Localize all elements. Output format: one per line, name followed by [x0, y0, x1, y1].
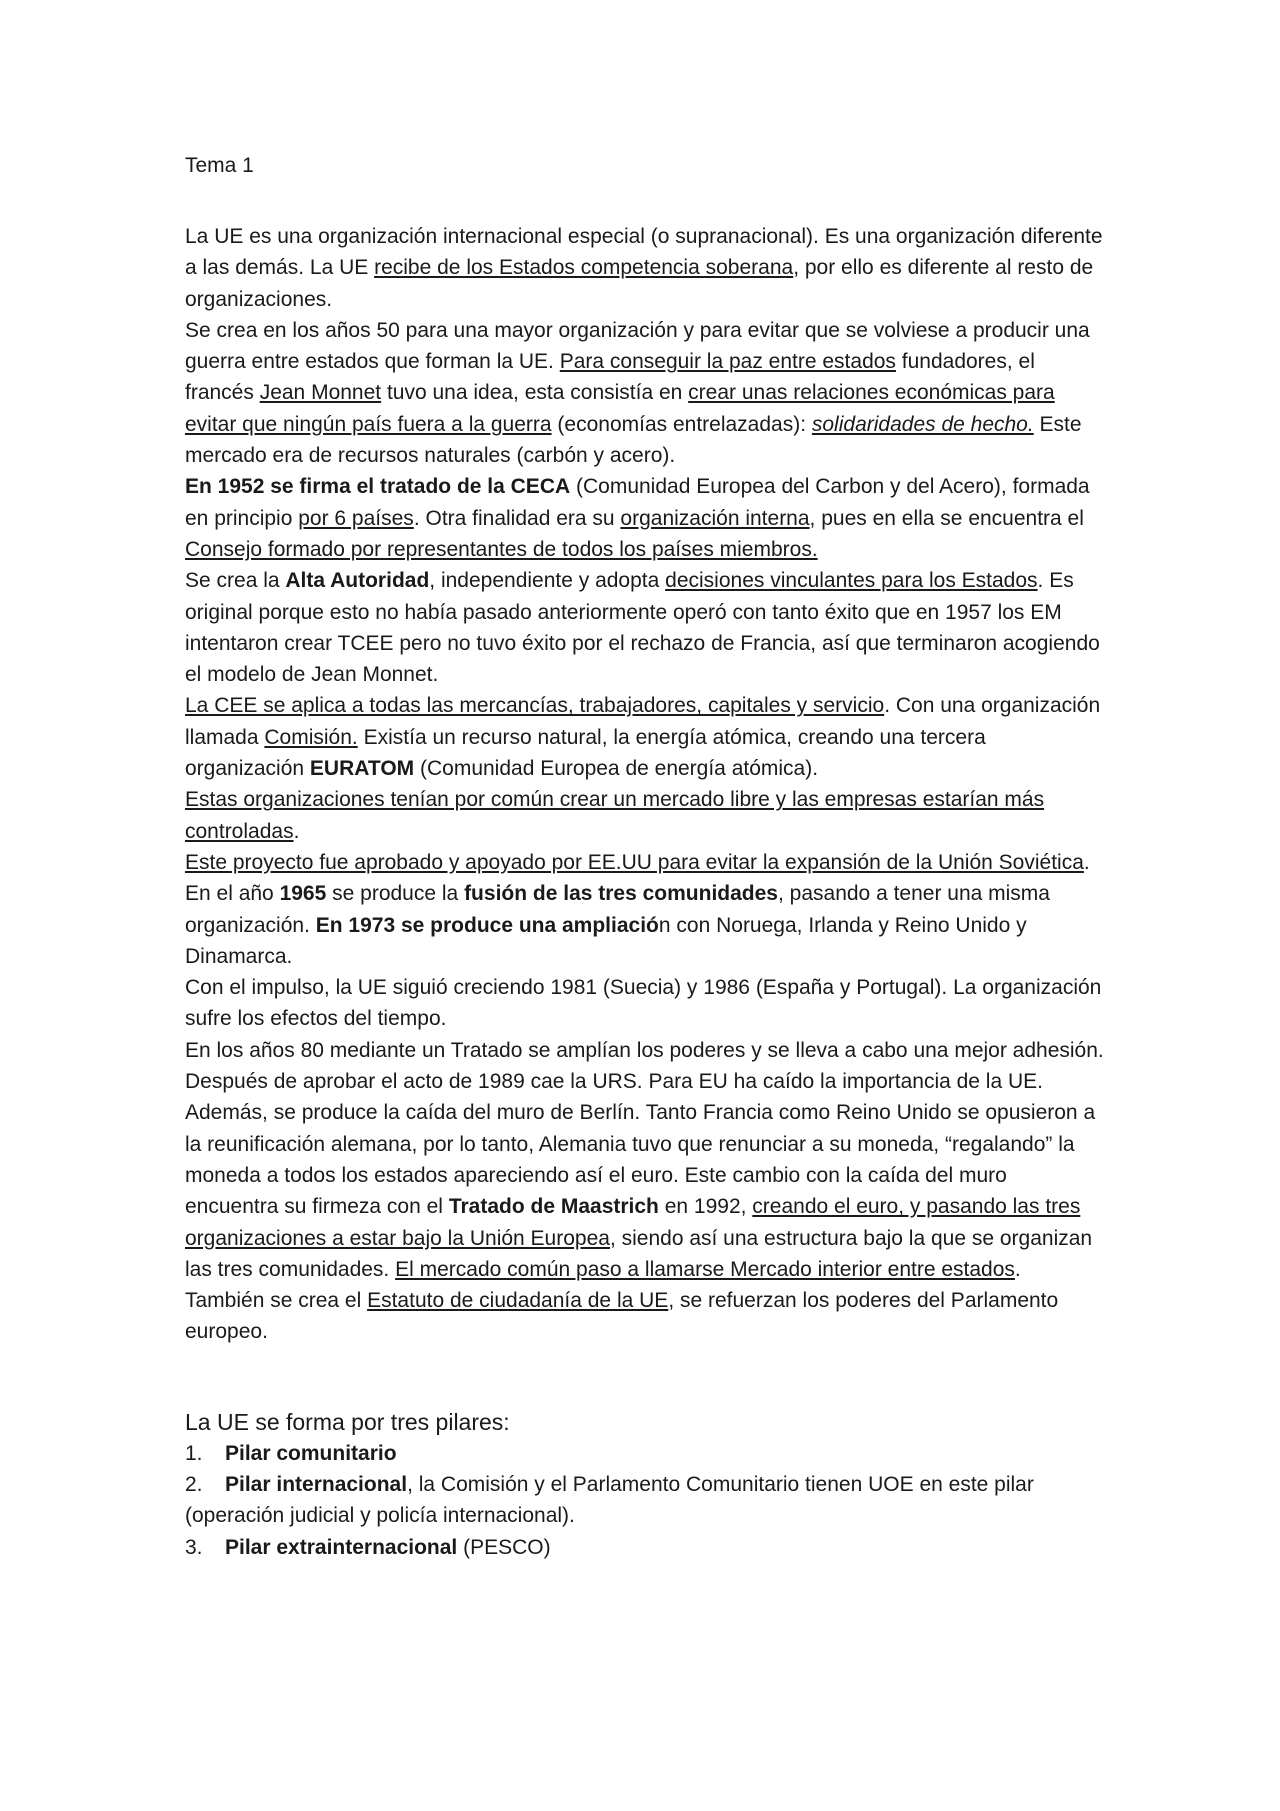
bold-text: Tratado de Maastrich — [448, 1195, 659, 1219]
paragraph — [185, 315, 1105, 471]
underlined-text: solidaridades de hecho. — [811, 412, 1034, 436]
bold-text: En 1973 se produce una ampliació — [315, 913, 659, 937]
text-run: , pues en ella se encuentra el — [809, 506, 1084, 530]
text-run: tuvo una idea, esta consistía en — [381, 381, 689, 405]
pillar-name: Pilar extrainternacional — [225, 1535, 458, 1559]
list-number: 3. — [185, 1535, 203, 1559]
text-run: . Es original porque esto no había pasado anteriormente operó con tanto éxito que en 1957 los EM intentaron crear TCEE pero no tuvo éxito por el rechazo de Francia, así que terminaron acogiendo el modelo de Jean Monnet. — [185, 569, 1100, 687]
text-run: (Comunidad Europea de energía atómica). — [414, 757, 819, 781]
text-run: , siendo así una estructura bajo la que se organizan las tres comunidades. — [185, 1226, 1093, 1281]
list-number: 2. — [185, 1472, 203, 1496]
paragraph — [185, 1035, 1105, 1348]
pillar-name: Pilar comunitario — [225, 1441, 397, 1465]
bold-text: fusión de las tres comunidades — [464, 882, 778, 906]
bold-text: 1965 — [279, 882, 327, 906]
text-run: , pasando a tener una misma organización. — [185, 882, 1050, 937]
underlined-text: crear unas relaciones económicas para evitar que ningún país fuera a la guerra — [185, 381, 1055, 436]
text-run: , se refuerzan los poderes del Parlamento europeo. — [185, 1289, 1059, 1344]
underlined-text: El mercado común paso a llamarse Mercado interior entre estados — [395, 1257, 1015, 1281]
underlined-text: recibe de los Estados competencia soberana — [374, 256, 794, 280]
underlined-text: La CEE se aplica a todas las mercancías, trabajadores, capitales y servicio — [185, 694, 885, 718]
text-run: . Con una organización llamada — [185, 694, 1101, 749]
pillar-description: (PESCO) — [457, 1535, 551, 1559]
list-item — [185, 1438, 1105, 1469]
paragraph — [185, 471, 1105, 565]
text-run: . También se crea el — [185, 1257, 1021, 1313]
underlined-text: organización interna — [620, 506, 810, 530]
underlined-text: decisiones vinculantes para los Estados — [665, 569, 1038, 593]
underlined-text: Consejo formado por representantes de todos los países miembros. — [185, 537, 818, 561]
underlined-text: Estatuto de ciudadanía de la UE — [367, 1289, 669, 1313]
text-run: Se crea en los años 50 para una mayor organización y para evitar que se volviese a producir una guerra entre estados que forman la UE. — [185, 318, 1090, 374]
text-run: En los años 80 mediante un Tratado se amplían los poderes y se lleva a cabo una mejor adhesión. Después de aprobar el acto de 1989 cae la URS. Para EU ha caído la importancia de la UE. Además, se produce la caída del muro de Berlín. Tanto Francia como Reino Unido se opusieron a la reunificación alemana, por lo tanto, Alemania tuvo que renunciar a su moneda, “regalando” la moneda a todos los estados apareciendo así el euro. Este cambio con la caída del muro encuentra su firmeza con el — [185, 1038, 1104, 1219]
text-run: , independiente y adopta — [429, 569, 666, 593]
paragraph — [185, 784, 1105, 847]
pillar-name: Pilar internacional — [225, 1472, 408, 1496]
text-run: (Comunidad Europea del Carbon y del Acero), formada en principio — [185, 475, 1090, 530]
text-run: , por ello es diferente al resto de organizaciones. — [185, 256, 1094, 311]
underlined-text: Este proyecto fue aprobado y apoyado por EE.UU para evitar la expansión de la Unión Soviética — [185, 850, 1084, 874]
text-run: fundadores, el francés — [185, 350, 1035, 405]
paragraph — [185, 878, 1105, 972]
text-run: . Otra finalidad era su — [413, 506, 621, 530]
text-run: en 1992, — [658, 1195, 753, 1219]
paragraph — [185, 221, 1105, 315]
underlined-text: creando el euro, y pasando las tres organizaciones a estar bajo la Unión Europea — [185, 1195, 1081, 1250]
document-title: Tema 1 — [185, 154, 254, 177]
list-item — [185, 1532, 1105, 1563]
text-run: La UE es una organización internacional especial (o supranacional). Es una organización diferente a las demás. La UE — [185, 225, 1103, 280]
document-body — [185, 221, 1105, 1348]
underlined-text: por 6 países — [298, 506, 414, 530]
paragraph — [185, 972, 1105, 1035]
pillar-description: , la Comisión y el Parlamento Comunitario tienen UOE en este pilar (operación judicial y policía internacional). — [185, 1472, 1034, 1528]
text-run: Con el impulso, la UE siguió creciendo 1981 (Suecia) y 1986 (España y Portugal). La organización sufre los efectos del tiempo. — [185, 976, 1102, 1031]
paragraph — [185, 690, 1105, 784]
text-run: Existía un recurso natural, la energía atómica, creando una tercera organización — [185, 725, 986, 781]
underlined-text: Jean Monnet — [259, 381, 382, 405]
underlined-text: Comisión. — [264, 725, 358, 749]
pillars-list — [185, 1438, 1105, 1563]
text-run: n con Noruega, Irlanda y Reino Unido y Dinamarca. — [185, 913, 1027, 968]
underlined-text: Para conseguir la paz entre estados — [559, 350, 896, 374]
document-page — [185, 150, 1105, 1563]
text-run: Se crea la — [185, 569, 286, 593]
bold-text: EURATOM — [309, 757, 415, 781]
pillars-heading: La UE se forma por tres pilares: — [185, 1408, 510, 1435]
underlined-text: Estas organizaciones tenían por común crear un mercado libre y las empresas estarían más controladas — [185, 788, 1045, 843]
text-run: . — [1083, 850, 1090, 874]
text-run: (economías entrelazadas): — [551, 412, 812, 436]
bold-text: Alta Autoridad — [285, 569, 430, 593]
paragraph — [185, 565, 1105, 690]
text-run: Este mercado era de recursos naturales (carbón y acero). — [185, 412, 1082, 468]
paragraph — [185, 847, 1105, 878]
list-number: 1. — [185, 1441, 203, 1465]
text-run: . — [293, 819, 300, 843]
list-item — [185, 1469, 1105, 1532]
text-run: se produce la — [326, 882, 465, 906]
text-run: En el año — [185, 882, 280, 906]
bold-text: En 1952 se firma el tratado de la CECA — [185, 475, 571, 499]
